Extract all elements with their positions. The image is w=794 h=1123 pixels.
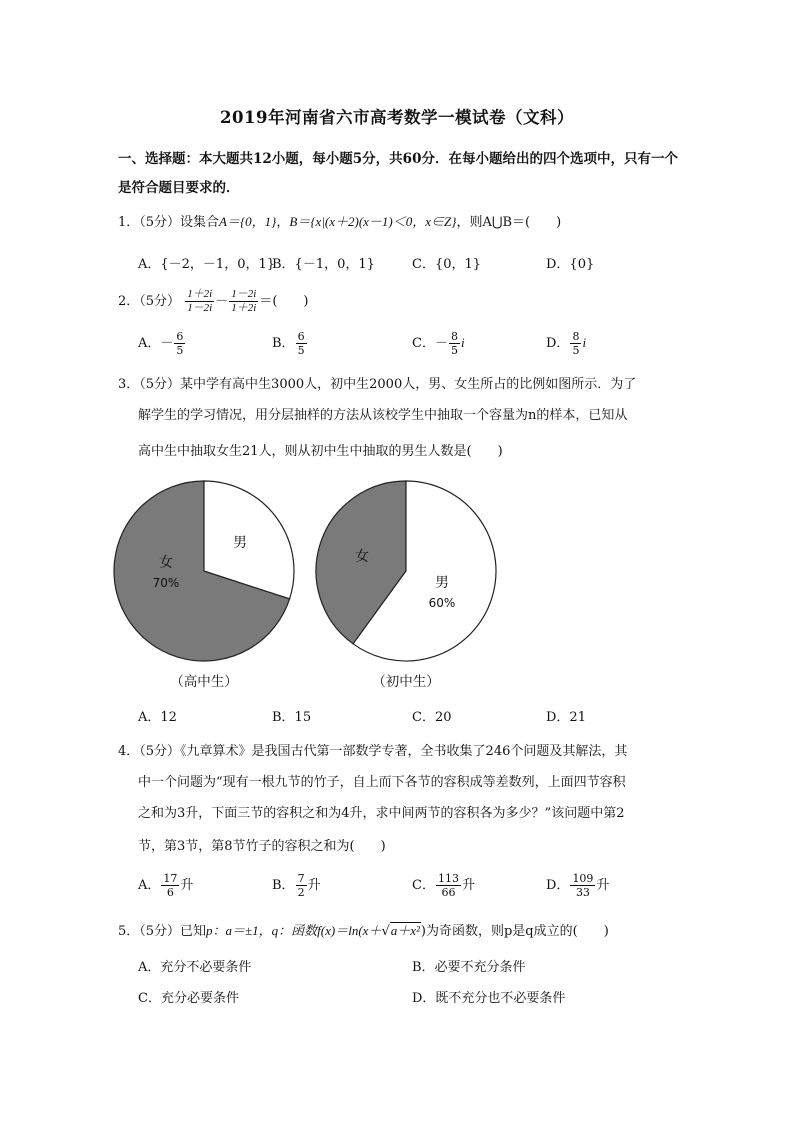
question-2 — [118, 288, 308, 315]
q2-option-d[interactable]: D． $\frac{8}{5}$ i — [546, 330, 587, 357]
question-5 — [118, 920, 609, 939]
q1-lead: 1．（5分）设集合 — [118, 215, 220, 230]
pie2-value-1: 60% — [428, 596, 456, 610]
q3-option-c[interactable]: C．20 — [412, 710, 452, 725]
q2-option-c[interactable]: C．－ $\frac{8}{5}$ i — [412, 330, 465, 357]
q4-option-d[interactable]: D． $\frac{109}{33}$ 升 — [546, 872, 610, 899]
q2-lead: 2．（5分） — [118, 294, 181, 309]
q5-option-b[interactable]: B．必要不充分条件 — [412, 960, 526, 975]
q1-set-b: B＝{x|(x＋2)(x－1)＜0，x∈Z} — [289, 214, 457, 229]
q3-option-d[interactable]: D．21 — [546, 710, 586, 725]
q5-option-c[interactable]: C．充分必要条件 — [138, 991, 239, 1006]
q1-set-a: A＝{0，1} — [219, 214, 277, 229]
q3-option-b[interactable]: B．15 — [272, 710, 312, 725]
pie2-caption: （初中生） — [372, 674, 440, 690]
q2-option-b[interactable]: B． $\frac{6}{5}$ — [272, 330, 305, 357]
q2-fraction-2: $\frac{1-2i}{1+2i}$ — [231, 288, 257, 314]
pie2-label-0: 女 — [355, 549, 369, 565]
section-header: 一、选择题：本大题共12小题，每小题5分，共60分．在每小题给出的四个选项中，只有一个是符合题目要求的． — [118, 151, 678, 196]
q5-tail: )为奇函数，则p是q成立的( ) — [420, 924, 609, 939]
q1-option-a[interactable]: A．{－2，－1，0，1} — [138, 257, 276, 272]
pie1-value-0: 70% — [152, 576, 180, 590]
sqrt-symbol: √ — [381, 924, 390, 939]
question-1: 1．（5分）设集合A＝{0，1}，B＝{x|(x＋2)(x－1)＜0，x∈Z}，则A⋃B＝( ) — [118, 214, 562, 230]
q4-option-b[interactable]: B． $\frac{7}{2}$ 升 — [272, 872, 321, 899]
pie1-label-1: 男 — [233, 535, 247, 551]
q5-lead: 5．（5分）已知 — [118, 924, 207, 939]
q5-condition: p：a＝±1，q：函数f(x)＝ln(x＋ — [206, 923, 382, 938]
q3-line-1: 3．（5分）某中学有高中生3000人，初中生2000人，男、女生所占的比例如图所示．为了 — [118, 377, 637, 392]
q2-option-a[interactable]: A．－ $\frac{6}{5}$ — [138, 330, 184, 357]
q1-option-b[interactable]: B．{－1，0，1} — [272, 257, 375, 272]
pie-charts — [0, 476, 794, 696]
q1-ask: ，则A⋃B＝( ) — [456, 215, 562, 230]
q3-line-3: 高中生中抽取女生21人，则从初中生中抽取的男生人数是( ) — [138, 444, 503, 459]
page-title: 2019年河南省六市高考数学一模试卷（文科） — [220, 108, 574, 127]
q1-option-c[interactable]: C．{0，1} — [412, 257, 482, 272]
pie1-label-0: 女 — [159, 555, 173, 571]
pie1-caption: （高中生） — [170, 674, 238, 690]
q5-option-a[interactable]: A．充分不必要条件 — [138, 960, 252, 975]
q2-fraction-1: $\frac{1+2i}{1-2i}$ — [187, 288, 213, 314]
q4-line-3: 之和为3升，下面三节的容积之和为4升，求中间两节的容积各为多少？”该问题中第2 — [138, 806, 625, 821]
q3-option-a[interactable]: A．12 — [138, 710, 177, 725]
q5-option-d[interactable]: D．既不充分也不必要条件 — [412, 991, 566, 1006]
q4-line-1: 4．（5分）《九章算术》是我国古代第一部数学专著，全书收集了246个问题及其解法，其 — [118, 744, 628, 759]
q2-ask: ＝( ) — [259, 294, 309, 309]
q4-line-4: 节，第3节，第8节竹子的容积之和为( ) — [138, 839, 386, 854]
q2-minus: － — [215, 294, 229, 309]
q1-option-d[interactable]: D．{0} — [546, 257, 595, 272]
pie2-label-1: 男 — [435, 575, 449, 591]
q3-line-2: 解学生的学习情况，用分层抽样的方法从该校学生中抽取一个容量为n的样本，已知从 — [138, 408, 628, 423]
q5-sqrt: a＋x² — [390, 923, 420, 938]
q4-option-a[interactable]: A． $\frac{17}{6}$ 升 — [138, 872, 194, 899]
q4-option-c[interactable]: C． $\frac{113}{66}$ 升 — [412, 872, 475, 899]
q4-line-2: 中一个问题为“现有一根九节的竹子，自上而下各节的容积成等差数列，上面四节容积 — [138, 775, 626, 790]
